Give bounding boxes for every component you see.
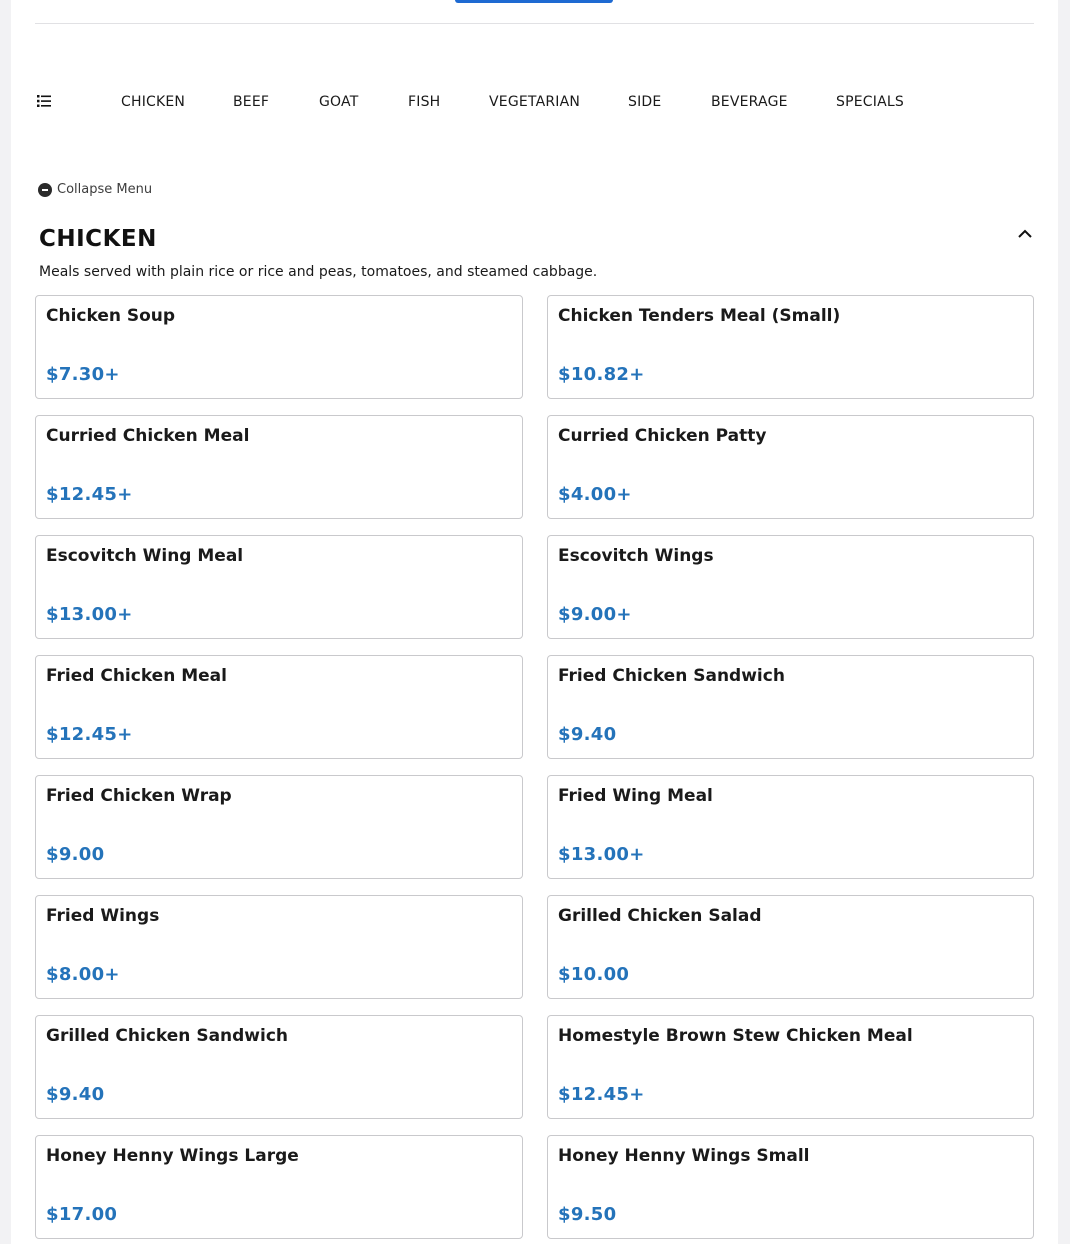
menu-item-card[interactable] xyxy=(547,895,1034,999)
item-price: $17.00 xyxy=(46,1204,118,1225)
menu-items-grid xyxy=(35,295,1034,1239)
item-name: Honey Henny Wings Small xyxy=(558,1146,810,1166)
tab-chicken[interactable]: CHICKEN xyxy=(121,94,186,110)
menu-item-card[interactable] xyxy=(35,1015,523,1119)
item-name: Homestyle Brown Stew Chicken Meal xyxy=(558,1026,913,1046)
item-name: Escovitch Wing Meal xyxy=(46,546,244,566)
item-price: $12.45+ xyxy=(46,484,133,505)
item-name: Grilled Chicken Salad xyxy=(558,906,762,926)
tab-beef[interactable]: BEEF xyxy=(233,94,270,110)
item-price: $12.45+ xyxy=(558,1084,645,1105)
menu-item-card[interactable] xyxy=(547,535,1034,639)
menu-item-card[interactable] xyxy=(547,1135,1034,1239)
item-name: Honey Henny Wings Large xyxy=(46,1146,299,1166)
item-price: $13.00+ xyxy=(558,844,645,865)
tab-vegetarian[interactable]: VEGETARIAN xyxy=(489,94,581,110)
tab-side[interactable]: SIDE xyxy=(628,94,662,110)
item-name: Escovitch Wings xyxy=(558,546,714,566)
top-action-button[interactable] xyxy=(455,0,613,3)
tab-goat[interactable]: GOAT xyxy=(319,94,359,110)
collapse-menu-button[interactable] xyxy=(38,182,152,197)
item-price: $9.00+ xyxy=(558,604,632,625)
menu-item-card[interactable] xyxy=(547,1015,1034,1119)
collapse-menu-label: Collapse Menu xyxy=(57,182,153,197)
item-name: Fried Wing Meal xyxy=(558,786,713,806)
menu-item-card[interactable] xyxy=(35,1135,523,1239)
item-name: Fried Chicken Wrap xyxy=(46,786,232,806)
divider xyxy=(35,23,1034,24)
section-description: Meals served with plain rice or rice and peas, tomatoes, and steamed cabbage. xyxy=(39,264,598,280)
minus-circle-icon xyxy=(38,183,52,197)
item-name: Chicken Soup xyxy=(46,306,176,326)
item-price: $7.30+ xyxy=(46,364,120,385)
item-name: Fried Chicken Sandwich xyxy=(558,666,785,686)
tab-fish[interactable]: FISH xyxy=(408,94,441,110)
item-price: $9.00 xyxy=(46,844,105,865)
item-price: $8.00+ xyxy=(46,964,120,985)
menu-item-card[interactable] xyxy=(35,775,523,879)
menu-item-card[interactable] xyxy=(547,775,1034,879)
menu-item-card[interactable] xyxy=(35,295,523,399)
item-name: Chicken Tenders Meal (Small) xyxy=(558,306,841,326)
menu-item-card[interactable] xyxy=(35,895,523,999)
item-price: $4.00+ xyxy=(558,484,632,505)
tab-beverage[interactable]: BEVERAGE xyxy=(711,94,788,110)
item-price: $9.50 xyxy=(558,1204,617,1225)
menu-item-card[interactable] xyxy=(35,535,523,639)
item-name: Fried Chicken Meal xyxy=(46,666,227,686)
item-name: Fried Wings xyxy=(46,906,160,926)
item-price: $10.00 xyxy=(558,964,630,985)
item-price: $9.40 xyxy=(46,1084,105,1105)
tab-specials[interactable]: SPECIALS xyxy=(836,94,904,110)
item-price: $13.00+ xyxy=(46,604,133,625)
menu-item-card[interactable] xyxy=(35,415,523,519)
item-name: Curried Chicken Patty xyxy=(558,426,767,446)
item-price: $9.40 xyxy=(558,724,617,745)
menu-item-card[interactable] xyxy=(35,655,523,759)
menu-item-card[interactable] xyxy=(547,295,1034,399)
category-tabs xyxy=(35,88,1034,116)
item-name: Grilled Chicken Sandwich xyxy=(46,1026,289,1046)
section-title: CHICKEN xyxy=(39,226,157,252)
list-icon[interactable] xyxy=(37,94,51,108)
menu-item-card[interactable] xyxy=(547,655,1034,759)
item-price: $10.82+ xyxy=(558,364,645,385)
item-price: $12.45+ xyxy=(46,724,133,745)
item-name: Curried Chicken Meal xyxy=(46,426,250,446)
menu-page xyxy=(11,0,1058,1244)
chevron-up-icon[interactable] xyxy=(1016,225,1034,243)
menu-item-card[interactable] xyxy=(547,415,1034,519)
